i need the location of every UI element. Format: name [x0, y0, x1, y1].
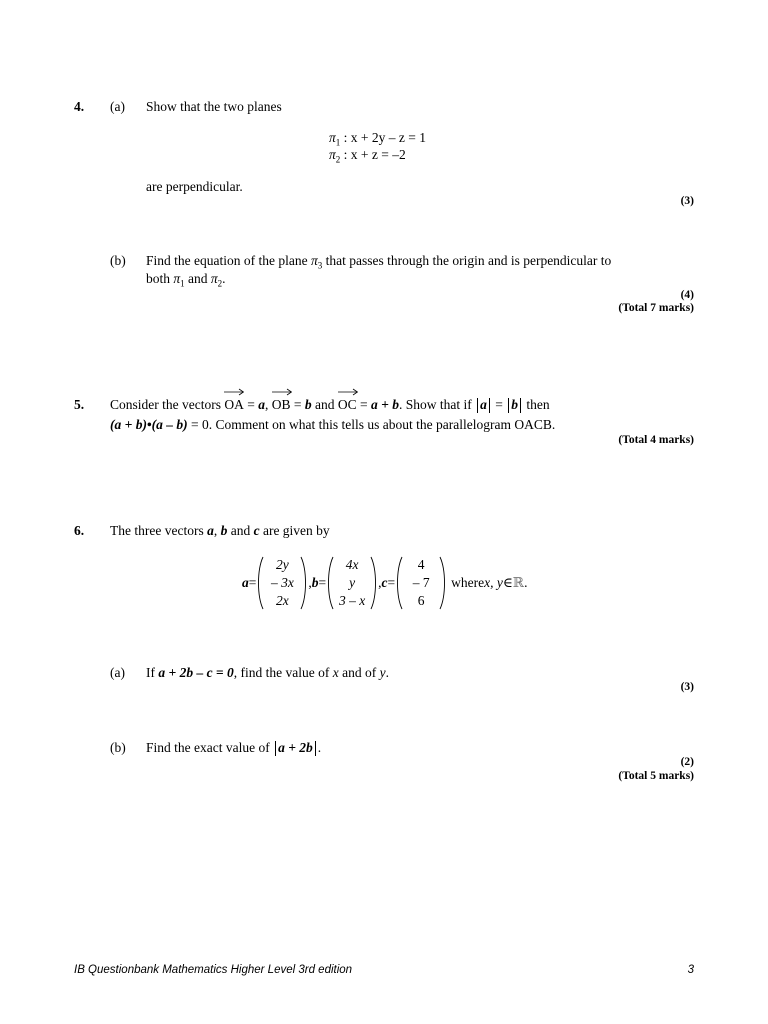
right-paren	[370, 556, 378, 610]
pi1-symbol: π	[173, 271, 181, 286]
q4a-marks: (3)	[680, 195, 694, 207]
ob-label: OB	[271, 397, 291, 412]
right-paren	[439, 556, 447, 610]
vector-oc	[338, 397, 357, 413]
text: both	[146, 271, 174, 286]
text: Find the equation of the plane	[146, 253, 311, 268]
text: , find the value of	[233, 665, 333, 680]
vec-b: b	[220, 523, 228, 538]
question-5-number: 5.	[74, 397, 85, 412]
vec-a-entry: 2y	[276, 557, 289, 572]
oa-label: OA	[224, 397, 244, 412]
vec-c: c	[253, 523, 260, 538]
vec-b-entry: y	[349, 575, 356, 590]
q6-intro	[110, 523, 330, 539]
vec-a-plus-b: a + b	[371, 397, 399, 412]
pi2-sub: 2	[335, 154, 341, 165]
text: =	[243, 397, 259, 412]
vec-a: a	[207, 523, 214, 538]
equals: =	[387, 575, 396, 590]
q4b-marks: (4)	[680, 289, 694, 301]
where-text: where	[451, 575, 485, 590]
abs-bar	[275, 741, 276, 756]
vec-b-entry: 4x	[345, 557, 359, 572]
q6b-expr: a + 2b	[278, 740, 313, 755]
vec-c-entry: 6	[417, 593, 425, 608]
pi2-sub: 2	[217, 278, 223, 289]
q6a-marks: (3)	[680, 681, 694, 693]
pi1-sub: 1	[180, 278, 185, 289]
var-x: x	[332, 665, 339, 680]
q4b-line2	[146, 271, 226, 292]
abs-bar	[508, 398, 509, 413]
oc-label: OC	[337, 397, 357, 412]
text: =	[491, 397, 507, 412]
vec-b: b	[304, 397, 312, 412]
pi2-symbol: π	[329, 147, 336, 162]
q6-total: (Total 5 marks)	[618, 770, 694, 782]
page-number: 3	[687, 964, 694, 976]
abs-bar	[520, 398, 521, 413]
q4a-label: (a)	[110, 99, 125, 114]
vector-oa	[224, 397, 244, 413]
text: .	[317, 740, 322, 755]
text: Find the exact value of	[146, 740, 274, 755]
period: .	[524, 575, 528, 590]
question-6-number: 6.	[74, 523, 85, 538]
arrow-icon	[272, 388, 292, 396]
right-paren	[300, 556, 308, 610]
text: = 0. Comment on what this tells us about the parallelogram OACB.	[187, 417, 556, 432]
pi2-symbol: π	[210, 271, 218, 286]
text: The three vectors	[110, 523, 208, 538]
vector-ob	[272, 397, 291, 413]
left-paren	[395, 556, 403, 610]
text: If	[146, 665, 159, 680]
abs-a: a	[480, 397, 487, 412]
plane-2-equation	[329, 147, 406, 168]
text: and	[311, 397, 338, 412]
left-paren	[256, 556, 264, 610]
text: =	[356, 397, 372, 412]
text: and of	[338, 665, 380, 680]
q6a-expr: a + 2b – c = 0	[158, 665, 234, 680]
text: =	[290, 397, 305, 412]
abs-bar	[489, 398, 490, 413]
q5-line1	[110, 397, 550, 413]
plane1-eq: x + 2y – z = 1	[350, 130, 427, 145]
colon: :	[340, 130, 351, 145]
pi3-symbol: π	[310, 253, 318, 268]
vec-a: a	[258, 397, 265, 412]
left-paren	[326, 556, 334, 610]
text: are given by	[259, 523, 330, 538]
text: and	[184, 271, 211, 286]
arrow-icon	[224, 388, 244, 396]
pi1-sub: 1	[335, 137, 341, 148]
text: .	[385, 665, 389, 680]
pi3-sub: 3	[317, 260, 323, 271]
q4a-conclusion: are perpendicular.	[146, 179, 243, 194]
abs-bar	[315, 741, 316, 756]
var-y: y	[379, 665, 386, 680]
text: .	[222, 271, 226, 286]
text: ,	[264, 397, 272, 412]
equals: =	[318, 575, 327, 590]
vec-a-entry: – 3x	[270, 575, 294, 590]
q6b-marks: (2)	[680, 756, 694, 768]
vector-c-matrix	[395, 556, 447, 610]
vec-b-entry: 3 – x	[339, 593, 366, 608]
vector-b-matrix	[326, 556, 378, 610]
text: ,	[213, 523, 221, 538]
q6a-text	[146, 665, 389, 681]
arrow-icon	[338, 388, 358, 396]
q6a-label: (a)	[110, 665, 125, 680]
pi1-symbol: π	[329, 130, 336, 145]
abs-bar	[477, 398, 478, 413]
vec-b-name: b	[311, 575, 319, 590]
vec-c-entry: – 7	[412, 575, 430, 590]
text: . Show that if	[398, 397, 476, 412]
q4b-label: (b)	[110, 253, 126, 268]
equals: =	[248, 575, 257, 590]
dot-product-expr: (a + b)•(a – b)	[110, 417, 188, 432]
reals-symbol: ℝ	[512, 575, 525, 590]
vec-a-entry: 2x	[276, 593, 289, 608]
text: then	[522, 397, 550, 412]
vec-c-name: c	[381, 575, 388, 590]
plane2-eq: x + z = –2	[350, 147, 406, 162]
q5-total: (Total 4 marks)	[618, 434, 694, 446]
q6b-label: (b)	[110, 740, 126, 755]
text: that passes through the origin and is perpendicular to	[322, 253, 612, 268]
text: and	[227, 523, 254, 538]
footer-source: IB Questionbank Mathematics Higher Level 3rd edition	[74, 964, 353, 976]
q4-total: (Total 7 marks)	[618, 302, 694, 314]
abs-b: b	[511, 397, 518, 412]
vector-a-matrix	[256, 556, 308, 610]
text: Consider the vectors	[110, 397, 225, 412]
element-of: ∈	[502, 575, 513, 590]
q6b-text	[146, 740, 321, 756]
colon: :	[340, 147, 351, 162]
vector-definitions: a = 2y – 3x 2x , b = 4x y 3 – x , c = 4 – 7 6 where x, y ∈ ℝ .	[242, 557, 528, 608]
question-4-number: 4.	[74, 99, 85, 114]
vec-c-entry: 4	[417, 557, 425, 572]
vec-a-name: a	[242, 575, 249, 590]
q4a-intro: Show that the two planes	[146, 99, 282, 114]
q5-line2	[110, 417, 555, 433]
where-vars: x, y	[484, 575, 503, 590]
